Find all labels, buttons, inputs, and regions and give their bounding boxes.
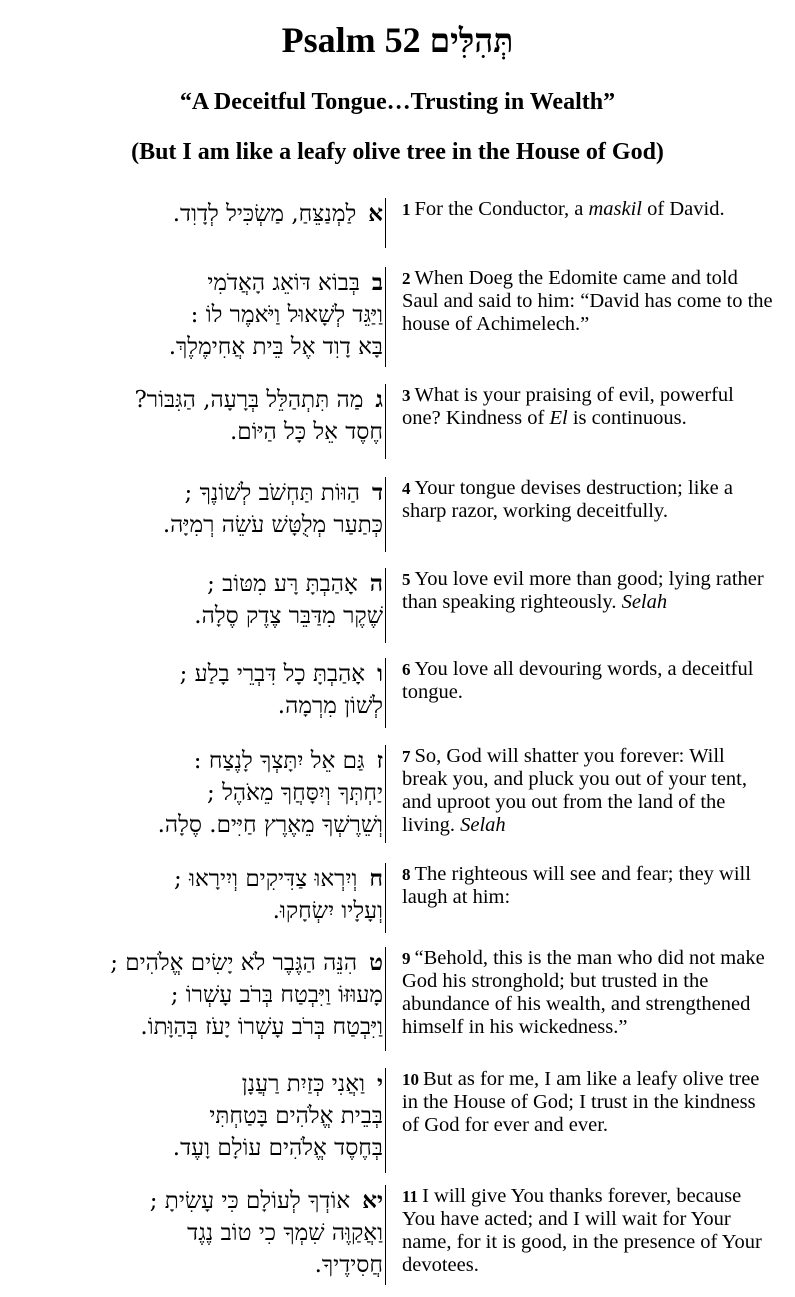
hebrew-line <box>3 299 383 331</box>
hebrew-line-text: לַמְנַצֵּחַ, מַשְׂכִּיל לְדָוִד. <box>172 201 357 227</box>
verse-row <box>0 658 795 728</box>
hebrew-line-text: הַוּוֹת תַּחְשֹׁב לְשׁוֹנֶךָ ; <box>184 480 360 506</box>
column-divider <box>385 745 386 843</box>
title-hebrew: תְּהִלִּים <box>429 21 514 60</box>
english-verse-number: 11 <box>402 1187 419 1206</box>
hebrew-verse <box>3 863 383 927</box>
column-divider <box>385 1068 386 1173</box>
english-verse-number: 1 <box>402 200 411 219</box>
verse-row <box>0 863 795 933</box>
hebrew-verse-number: י <box>376 1070 383 1097</box>
english-text: What is your praising of evil, powerful one? Kindness of <box>402 384 734 429</box>
english-verse-number: 2 <box>402 269 411 288</box>
english-text: For the Conductor, a <box>414 198 589 220</box>
hebrew-line-text: לְשׁוֹן מִרְמָה. <box>277 693 383 719</box>
hebrew-line-text: מָעוּזּוֹ וַיִּבְטַח בְּרֹב עָשְׁרוֹ ; <box>170 982 383 1008</box>
hebrew-line-text: בְּחֶסֶד אֱלֹהִים עוֹלָם וָעֶד. <box>172 1135 383 1161</box>
page-title <box>0 14 795 67</box>
column-divider <box>385 267 386 367</box>
subtitle-line-2: (But I am like a leafy olive tree in the House of God) <box>131 139 664 165</box>
english-verse-number: 9 <box>402 949 411 968</box>
hebrew-line-text: גַּם אֵל יִתָּצְךָ לָנֶצַח : <box>193 748 365 774</box>
english-italic-term: Selah <box>621 591 668 613</box>
column-divider <box>385 1185 386 1285</box>
english-text: “Behold, this is the man who did not make God his stronghold; but trusted in the abundance of his wealth, and strengthened himself in his wickedness.” <box>402 947 765 1038</box>
title-english: Psalm 52 <box>281 20 421 60</box>
verse-row <box>0 947 795 1051</box>
hebrew-verse <box>3 568 383 632</box>
column-divider <box>385 198 386 248</box>
hebrew-line <box>3 863 383 895</box>
english-verse-number: 5 <box>402 570 411 589</box>
hebrew-line <box>3 895 383 927</box>
hebrew-verse-number: ט <box>369 949 383 976</box>
verse-row <box>0 198 795 248</box>
hebrew-line-text: חֶסֶד אֵל כָּל הַיּוֹם. <box>229 419 383 445</box>
hebrew-line <box>3 809 383 841</box>
english-italic-term: Selah <box>460 814 506 836</box>
hebrew-line <box>3 1068 383 1100</box>
english-verse <box>402 658 774 704</box>
hebrew-verse <box>3 947 383 1043</box>
english-verse <box>402 863 774 909</box>
english-text: When Doeg the Edomite came and told Saul and said to him: “David has come to the house of Achimelech.” <box>402 267 773 335</box>
hebrew-line-text: מַה תִּתְהַלֵּל בְּרָעָה, הַגִּבּוֹר? <box>134 387 364 413</box>
english-text: is continuous. <box>567 407 687 429</box>
column-divider <box>385 947 386 1051</box>
english-verse-number: 7 <box>402 747 411 766</box>
english-verse <box>402 1185 774 1277</box>
hebrew-line-text: בְּבוֹא דּוֹאֵג הָאֲדֹמִי <box>207 270 360 296</box>
english-text: But as for me, I am like a leafy olive tree in the House of God; I trust in the kindness of God for ever and ever. <box>402 1068 760 1136</box>
hebrew-verse-number: ז <box>376 747 383 774</box>
column-divider <box>385 658 386 728</box>
verse-row <box>0 267 795 367</box>
hebrew-line <box>3 600 383 632</box>
hebrew-line-text: חֲסִידֶיךָ. <box>314 1252 383 1278</box>
hebrew-verse-number: יא <box>362 1187 383 1214</box>
column-divider <box>385 384 386 459</box>
hebrew-line <box>3 568 383 600</box>
column-divider <box>385 568 386 643</box>
hebrew-line-text: בְּבֵית אֱלֹהִים בָּטַחְתִּי <box>209 1103 383 1129</box>
verse-row <box>0 1068 795 1173</box>
hebrew-verse <box>3 267 383 363</box>
hebrew-line-text: וְעָלָיו יִשְׂחָקוּ. <box>272 898 383 924</box>
hebrew-verse <box>3 198 383 230</box>
hebrew-line <box>3 1100 383 1132</box>
hebrew-verse-number: ג <box>375 386 383 413</box>
english-verse-number: 10 <box>402 1070 419 1089</box>
hebrew-line-text: בָּא דָוִד אֶל בֵּית אֲחִימֶלֶךְ. <box>168 334 383 360</box>
hebrew-line-text: אוֹדְךָ לְעוֹלָם כִּי עָשִׂיתָ ; <box>149 1188 351 1214</box>
verse-row <box>0 1185 795 1285</box>
english-text: So, God will shatter you forever: Will break you, and pluck you out of your tent, and uproot you out from the land of the living. <box>402 745 748 836</box>
english-verse-number: 3 <box>402 386 411 405</box>
hebrew-verse-number: ד <box>371 479 383 506</box>
hebrew-line-text: כְּתַעַר מְלֻטָּשׁ עֹשֵׂה רְמִיָּה. <box>162 512 383 538</box>
verse-row <box>0 745 795 843</box>
hebrew-line <box>3 416 383 448</box>
hebrew-line-text: וְיִרְאוּ צַדִּיקִים וְיִירָאוּ ; <box>174 866 358 892</box>
english-verse <box>402 384 774 430</box>
english-verse-number: 8 <box>402 865 411 884</box>
english-text: I will give You thanks forever, because You have acted; and I will wait for Your name, for it is good, in the presence of Your devotees. <box>402 1185 762 1276</box>
english-text: Your tongue devises destruction; like a sharp razor, working deceitfully. <box>402 477 733 522</box>
hebrew-verse-number: ב <box>371 269 383 296</box>
hebrew-line <box>3 267 383 299</box>
english-italic-term: El <box>549 407 568 429</box>
hebrew-verse-number: ה <box>369 570 383 597</box>
english-text: of David. <box>642 198 725 220</box>
hebrew-line-text: אָהַבְתָּ רָּע מִטּוֹב ; <box>207 571 358 597</box>
english-verse <box>402 568 774 614</box>
english-verse-number: 4 <box>402 479 411 498</box>
hebrew-line-text: שֶׁקֶר מִדַּבֵּר צֶדֶק סֶלָה. <box>194 603 383 629</box>
english-verse <box>402 198 774 221</box>
hebrew-line <box>3 1185 383 1217</box>
hebrew-line <box>3 947 383 979</box>
column-divider <box>385 477 386 552</box>
hebrew-verse <box>3 1185 383 1281</box>
hebrew-line <box>3 198 383 230</box>
hebrew-line <box>3 477 383 509</box>
verse-row <box>0 384 795 459</box>
english-verse <box>402 1068 774 1137</box>
hebrew-verse <box>3 384 383 448</box>
hebrew-line-text: וַאֲנִי כְּזַיִת רַעֲנָן <box>241 1071 365 1097</box>
hebrew-verse <box>3 658 383 722</box>
hebrew-line <box>3 658 383 690</box>
english-verse <box>402 745 774 837</box>
hebrew-line <box>3 1217 383 1249</box>
english-text: You love all devouring words, a deceitful tongue. <box>402 658 754 703</box>
column-divider <box>385 863 386 933</box>
hebrew-line <box>3 509 383 541</box>
hebrew-line <box>3 979 383 1011</box>
hebrew-verse <box>3 1068 383 1164</box>
hebrew-line-text: וַיַּגֵּד לְשָׁאוּל וַיֹּאמֶר לוֹ : <box>190 302 383 328</box>
english-italic-term: maskil <box>588 198 643 220</box>
hebrew-line <box>3 1249 383 1281</box>
hebrew-line-text: יַחְתְּךָ וְיִסָּחֲךָ מֵאֹהֶל ; <box>207 780 383 806</box>
subtitle-line-1: “A Deceitful Tongue…Trusting in Wealth” <box>179 89 616 115</box>
english-verse <box>402 267 774 336</box>
hebrew-line <box>3 331 383 363</box>
hebrew-verse <box>3 745 383 841</box>
english-text: The righteous will see and fear; they will laugh at him: <box>402 863 751 908</box>
hebrew-verse-number: ח <box>369 865 383 892</box>
hebrew-line-text: הִנֵּה הַגֶּבֶר לֹא יָשִׂים אֱלֹהִים ; <box>110 950 358 976</box>
hebrew-verse-number: ו <box>377 660 383 687</box>
hebrew-line <box>3 777 383 809</box>
hebrew-line <box>3 1011 383 1043</box>
english-verse-number: 6 <box>402 660 411 679</box>
hebrew-line <box>3 1132 383 1164</box>
verse-row <box>0 568 795 643</box>
hebrew-line-text: וַיִּבְטַח בְּרֹב עָשְׁרוֹ יָעֹז בְּהַוָּתוֹ. <box>140 1014 383 1040</box>
hebrew-line <box>3 690 383 722</box>
english-verse <box>402 947 774 1039</box>
hebrew-line-text: אָהַבְתָּ כָל דִּבְרֵי בָלַע ; <box>179 661 366 687</box>
hebrew-verse-number: א <box>368 200 383 227</box>
hebrew-line-text: וְשֵׁרֶשְׁךָ מֵאֶרֶץ חַיִּים. סֶלָה. <box>157 812 383 838</box>
hebrew-line <box>3 384 383 416</box>
hebrew-line-text: וַאֲקַוֶּה שִׁמְךָ כִי טוֹב נֶגֶד <box>187 1220 383 1246</box>
hebrew-line <box>3 745 383 777</box>
hebrew-verse <box>3 477 383 541</box>
english-verse <box>402 477 774 523</box>
english-text: You love evil more than good; lying rather than speaking righteously. <box>402 568 764 613</box>
verse-row <box>0 477 795 552</box>
